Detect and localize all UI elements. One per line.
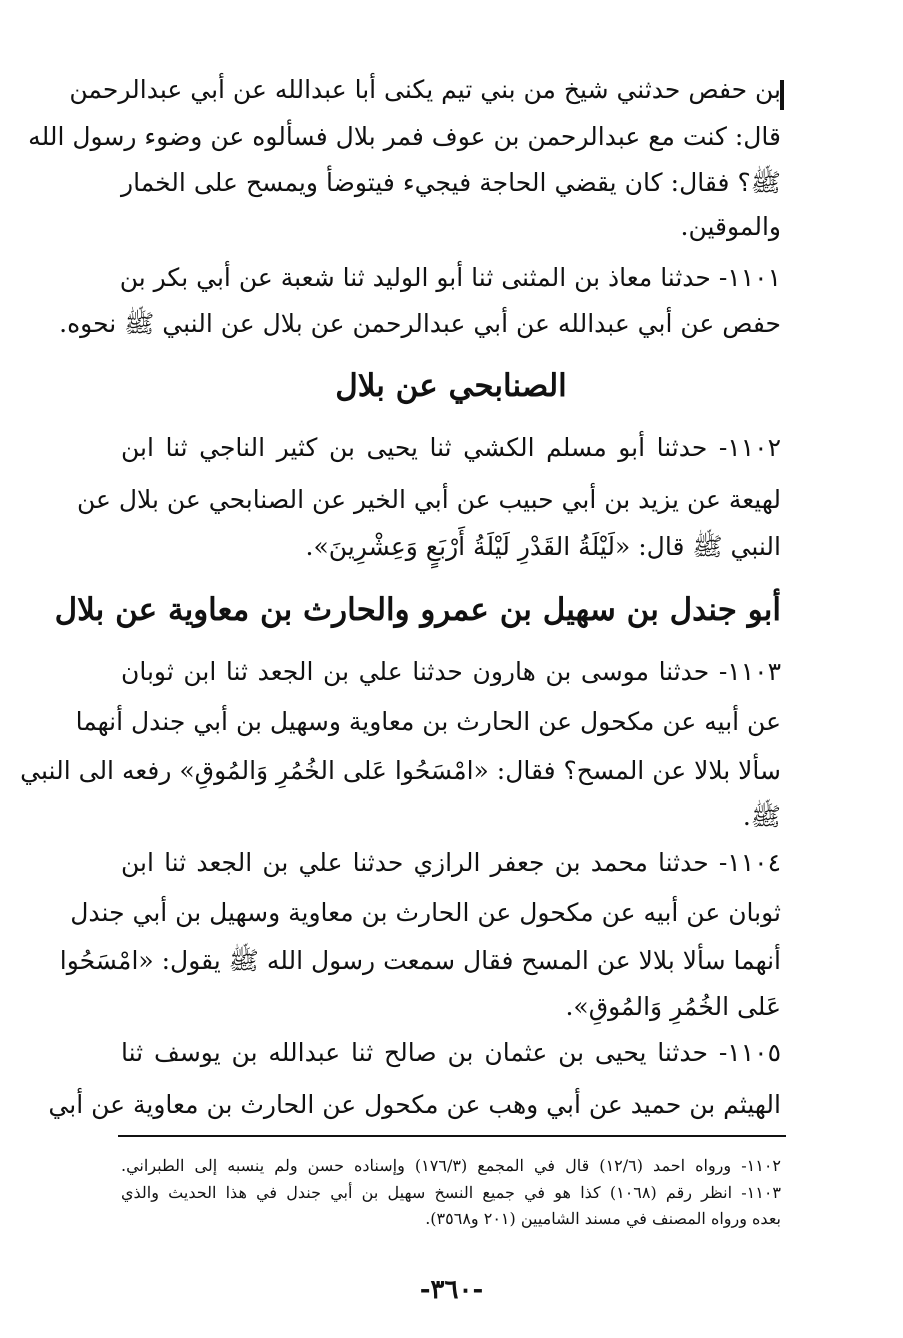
footnote-1103: ١١٠٣- انظر رقم (١٠٦٨) كذا هو في جميع النسخ سهيل بن أبي جندل في هذا الحديث والذي xyxy=(121,1183,782,1202)
section-heading: الصنابحي عن بلال xyxy=(335,368,567,404)
section-heading: أبو جندل بن سهيل بن عمرو والحارث بن معاوية عن بلال xyxy=(54,592,781,628)
hadith-1105-line: الهيثم بن حميد عن أبي وهب عن مكحول عن الحارث بن معاوية عن أبي xyxy=(48,1090,781,1119)
hadith-1104-line: ١١٠٤- حدثنا محمد بن جعفر الرازي حدثنا علي بن الجعد ثنا ابن xyxy=(121,848,781,877)
text-line: والموقين. xyxy=(680,212,781,241)
footnote-1103-continued: بعده ورواه المصنف في مسند الشاميين (٢٠١ و٣٥٦٨). xyxy=(425,1209,781,1228)
hadith-1103-line: عن أبيه عن مكحول عن الحارث بن معاوية وسهيل بن أبي جندل أنهما xyxy=(75,707,781,736)
footnote-separator xyxy=(118,1135,786,1137)
hadith-1101-line: حفص عن أبي عبدالله عن أبي عبدالرحمن عن بلال عن النبي ﷺ نحوه. xyxy=(59,309,781,338)
hadith-1103-line: ﷺ. xyxy=(742,802,781,831)
hadith-1102-line: النبي ﷺ قال: «لَيْلَةُ القَدْرِ لَيْلَةُ أَرْبَعٍ وَعِشْرِينَ». xyxy=(305,532,781,561)
text-line: بن حفص حدثني شيخ من بني تيم يكنى أبا عبدالله عن أبي عبدالرحمن xyxy=(69,75,781,104)
hadith-1104-line: أنهما سألا بلالا عن المسح فقال سمعت رسول الله ﷺ يقول: «امْسَحُوا xyxy=(59,946,781,975)
hadith-1102-line: ١١٠٢- حدثنا أبو مسلم الكشي ثنا يحيى بن كثير الناجي ثنا ابن xyxy=(121,433,781,462)
text-line: قال: كنت مع عبدالرحمن بن عوف فمر بلال فسألوه عن وضوء رسول الله xyxy=(28,122,781,151)
hadith-1105-line: ١١٠٥- حدثنا يحيى بن عثمان بن صالح ثنا عبدالله بن يوسف ثنا xyxy=(121,1038,781,1067)
hadith-1102-line: لهيعة عن يزيد بن أبي حبيب عن أبي الخير عن الصنابحي عن بلال عن xyxy=(76,485,781,514)
hadith-1103-line: سألا بلالا عن المسح؟ فقال: «امْسَحُوا عَلى الخُمُرِ وَالمُوقِ» رفعه الى النبي xyxy=(20,756,781,785)
page-number: -٣٦٠- xyxy=(419,1275,484,1305)
footnote-1102: ١١٠٢- ورواه احمد (١٢/٦) قال في المجمع (١٧٦/٣) وإسناده حسن ولم ينسبه إلى الطبراني. xyxy=(121,1156,782,1175)
hadith-1104-line: عَلى الخُمُرِ وَالمُوقِ». xyxy=(565,992,781,1021)
hadith-1101-line: ١١٠١- حدثنا معاذ بن المثنى ثنا أبو الوليد ثنا شعبة عن أبي بكر بن xyxy=(119,263,781,292)
hadith-1103-line: ١١٠٣- حدثنا موسى بن هارون حدثنا علي بن الجعد ثنا ابن ثوبان xyxy=(121,657,781,686)
hadith-1104-line: ثوبان عن أبيه عن مكحول عن الحارث بن معاوية وسهيل بن أبي جندل xyxy=(70,898,781,927)
text-line: ﷺ؟ فقال: كان يقضي الحاجة فيجيء فيتوضأ ويمسح على الخمار xyxy=(121,168,781,197)
